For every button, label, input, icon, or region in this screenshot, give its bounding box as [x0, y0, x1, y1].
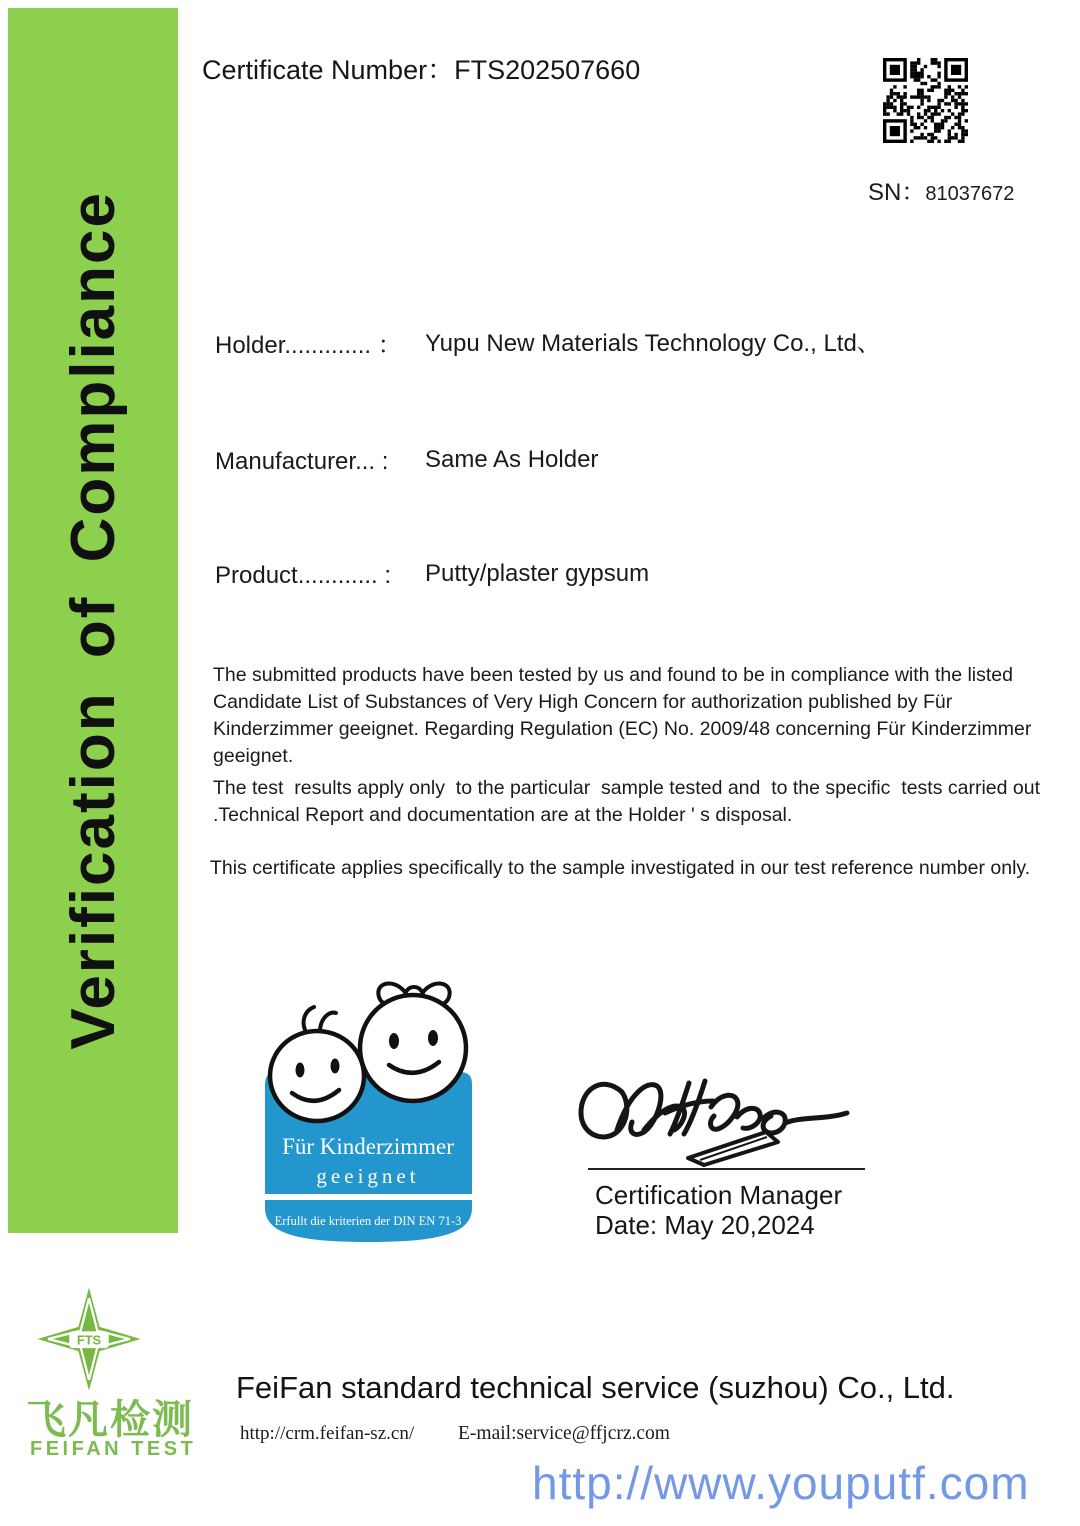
holder-value: Yupu New Materials Technology Co., Ltd、 [425, 330, 881, 357]
fts-star-label: FTS [76, 1332, 102, 1348]
sn-value: 81037672 [925, 183, 1015, 205]
manufacturer-row [215, 448, 1065, 476]
certificate-number-label: Certificate Number： [202, 55, 455, 85]
company-email: E-mail:service@ffjcrz.com [458, 1423, 670, 1444]
compliance-statement: The submitted products have been tested by us and found to be in compliance with the listed Candidate List of Substances of Very High Concern for authorization published by Für Kinderzimmer geeignet. Regarding Regulation (EC) No. 2009/48 concerning Für Kinderzimmer geeignet. [213, 664, 1037, 767]
company-name: FeiFan standard technical service (suzhou) Co., Ltd. [236, 1370, 955, 1405]
test-scope-statement: The test results apply only to the particular sample tested and to the specific tests carried out .Technical Report and documentation are at the Holder ' s disposal. [213, 777, 1046, 826]
certificate-number-line [202, 48, 640, 87]
badge-line2: geeignet [316, 1164, 420, 1188]
sample-scope-statement: This certificate applies specifically to the sample investigated in our test reference number only. [210, 857, 1031, 879]
signature-icon [570, 1072, 860, 1172]
badge-line3: Erfullt die kriterien der DIN EN 71-3 [274, 1214, 462, 1228]
feifan-logo-english: FEIFAN TEST [30, 1438, 197, 1460]
banner-title: Verification of Compliance [58, 191, 128, 1050]
side-banner [8, 8, 178, 1233]
manufacturer-label: Manufacturer... : [215, 448, 389, 475]
fts-star-icon [36, 1286, 142, 1392]
product-row [215, 562, 1065, 590]
company-website: http://crm.feifan-sz.cn/ [240, 1423, 415, 1444]
manufacturer-value: Same As Holder [425, 446, 599, 473]
signature-line [588, 1168, 865, 1170]
signoff-date: Date: May 20,2024 [595, 1210, 815, 1240]
serial-number-line [868, 172, 1014, 207]
product-value: Putty/plaster gypsum [425, 560, 650, 587]
girl-face-icon [360, 983, 466, 1101]
qr-code-icon [883, 58, 968, 143]
signoff-role: Certification Manager [595, 1180, 843, 1210]
holder-row [215, 325, 1065, 360]
feifan-logo-chinese: 飞凡检测 [26, 1398, 194, 1442]
boy-face-icon [270, 1007, 364, 1121]
sn-label: SN： [868, 179, 926, 206]
badge-line1: Für Kinderzimmer [282, 1134, 454, 1159]
product-label: Product............ : [215, 562, 392, 589]
watermark-url: http://www.youputf.com [532, 1457, 1030, 1509]
holder-label: Holder............. ： [215, 332, 402, 359]
kinderzimmer-badge-icon [262, 980, 475, 1243]
certificate-number-value: FTS202507660 [454, 55, 641, 85]
